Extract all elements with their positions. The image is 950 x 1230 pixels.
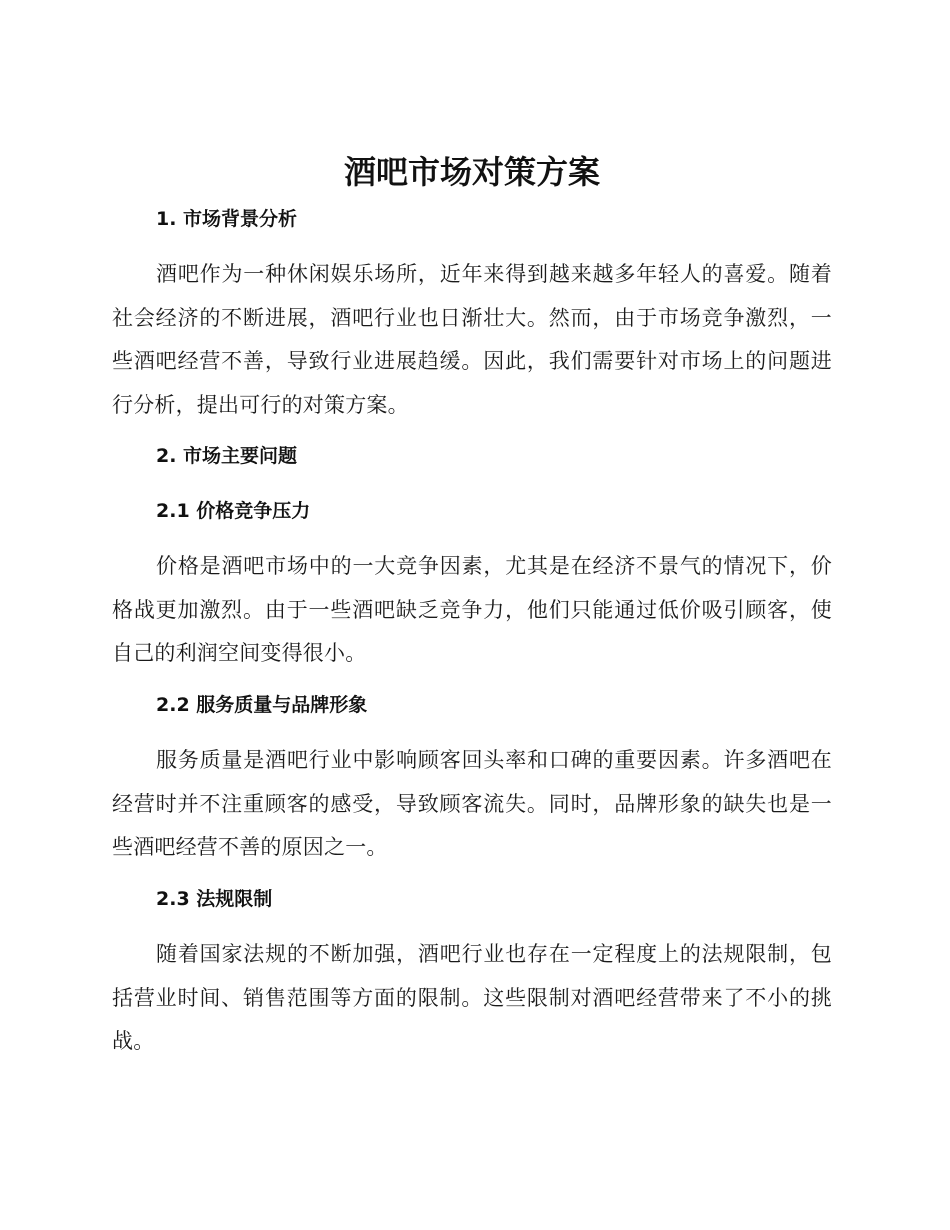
- section-body-market-background: 酒吧作为一种休闲娱乐场所，近年来得到越来越多年轻人的喜爱。随着社会经济的不断进展，酒吧行业也日渐壮大。然而，由于市场竞争激烈，一些酒吧经营不善，导致行业进展趋缓。因此，我们需要针对市场上的问题进行分析，提出可行的对策方案。: [112, 262, 832, 417]
- document-title: 酒吧市场对策方案: [343, 153, 600, 191]
- section-heading-regulations: 2.3 法规限制: [156, 888, 273, 910]
- section-heading-market-background: 1. 市场背景分析: [156, 208, 298, 230]
- section-body-price-competition: 价格是酒吧市场中的一大竞争因素，尤其是在经济不景气的情况下，价格战更加激烈。由于一些酒吧缺乏竞争力，他们只能通过低价吸引顾客，使自己的利润空间变得很小。: [112, 554, 832, 665]
- section-heading-service-brand: 2.2 服务质量与品牌形象: [156, 694, 368, 716]
- section-heading-main-problems: 2. 市场主要问题: [156, 445, 298, 467]
- section-body-service-brand: 服务质量是酒吧行业中影响顾客回头率和口碑的重要因素。许多酒吧在经营时并不注重顾客的感受，导致顾客流失。同时，品牌形象的缺失也是一些酒吧经营不善的原因之一。: [112, 748, 832, 859]
- section-body-regulations: 随着国家法规的不断加强，酒吧行业也存在一定程度上的法规限制，包括营业时间、销售范围等方面的限制。这些限制对酒吧经营带来了不小的挑战。: [112, 942, 832, 1053]
- section-heading-price-competition: 2.1 价格竞争压力: [156, 500, 311, 522]
